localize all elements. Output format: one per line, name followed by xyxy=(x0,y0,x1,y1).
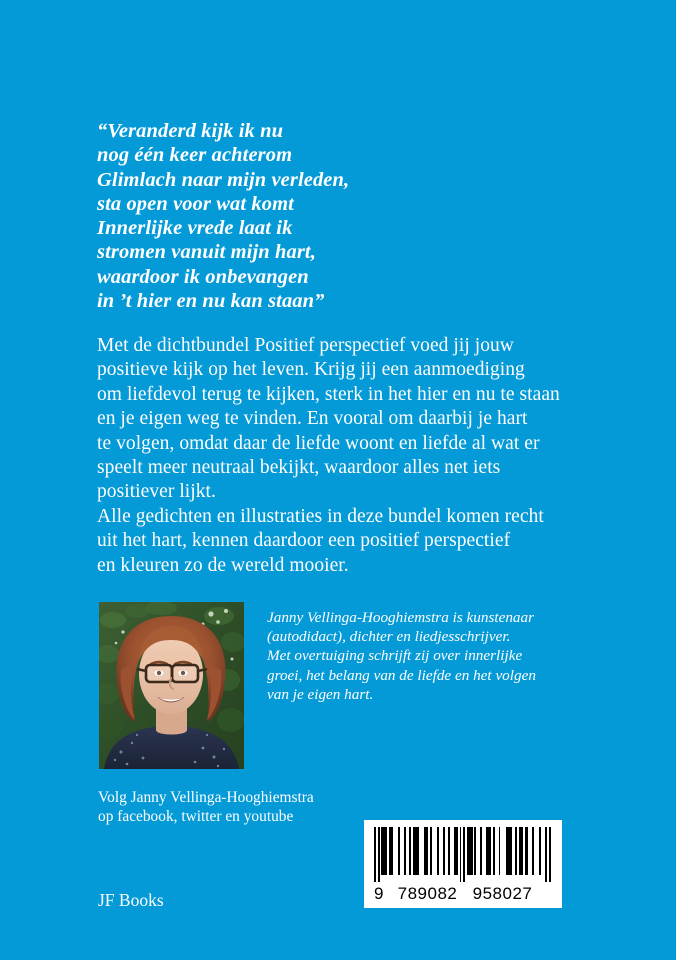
poem-line: “Veranderd kijk ik nu xyxy=(97,120,284,142)
poem-line: sta open voor wat komt xyxy=(97,192,294,215)
follow-note-block xyxy=(98,788,398,827)
blurb-line: te volgen, omdat daar de liefde woont en liefde al wat er xyxy=(97,432,540,454)
barcode-bars xyxy=(374,827,552,882)
author-portrait-photo xyxy=(99,602,244,769)
follow-note-line: Volg Janny Vellinga-Hooghiemstra xyxy=(98,789,314,806)
author-portrait-image xyxy=(99,602,244,769)
blurb-line: Met de dichtbundel Positief perspectief voed jij jouw xyxy=(97,335,514,356)
author-bio-block xyxy=(267,608,597,704)
barcode-lead-digit: 9 xyxy=(374,884,384,903)
author-bio-line: groei, het belang van de liefde en het volgen xyxy=(267,666,536,684)
poem-line: in ’t hier en nu kan staan” xyxy=(97,290,325,313)
poem-line: Glimlach naar mijn verleden, xyxy=(97,168,350,191)
blurb-line: uit het hart, kennen daardoor een positief perspectief xyxy=(97,530,511,552)
blurb-line: om liefdevol terug te kijken, sterk in het hier en nu te staan xyxy=(97,383,560,405)
author-bio-line: Met overtuiging schrijft zij over innerlijke xyxy=(267,647,523,665)
blurb-line: Alle gedichten en illustraties in deze bundel komen recht xyxy=(97,505,544,527)
blurb-line: positiever lijkt. xyxy=(97,481,216,503)
author-bio-line: Janny Vellinga-Hooghiemstra is kunstenaar xyxy=(267,609,535,626)
barcode-left-group: 789082 xyxy=(397,884,458,903)
blurb-block xyxy=(97,334,612,578)
blurb-line: en kleuren zo de wereld mooier. xyxy=(97,554,349,576)
poem-line: stromen vanuit mijn hart, xyxy=(97,241,316,264)
poem-line: waardoor ik onbevangen xyxy=(97,265,309,288)
poem-line: Innerlijke vrede laat ik xyxy=(97,217,293,240)
poem-line: nog één keer achterom xyxy=(97,144,293,167)
blurb-line: positieve kijk op het leven. Krijg jij een aanmoediging xyxy=(97,359,525,381)
blurb-line: en je eigen weg te vinden. En vooral om daarbij je hart xyxy=(97,408,528,430)
isbn-barcode xyxy=(364,820,562,908)
author-bio-line: van je eigen hart. xyxy=(267,685,374,703)
barcode-digits xyxy=(374,883,552,905)
publisher-name: JF Books xyxy=(98,890,164,910)
blurb-line: speelt meer neutraal bekijkt, waardoor alles net iets xyxy=(97,457,501,479)
barcode-right-group: 958027 xyxy=(472,884,533,903)
author-bio-line: (autodidact), dichter en liedjesschrijver. xyxy=(267,628,511,646)
barcode-module xyxy=(549,827,551,882)
poem-block xyxy=(97,119,517,313)
follow-note-line: op facebook, twitter en youtube xyxy=(98,808,294,826)
